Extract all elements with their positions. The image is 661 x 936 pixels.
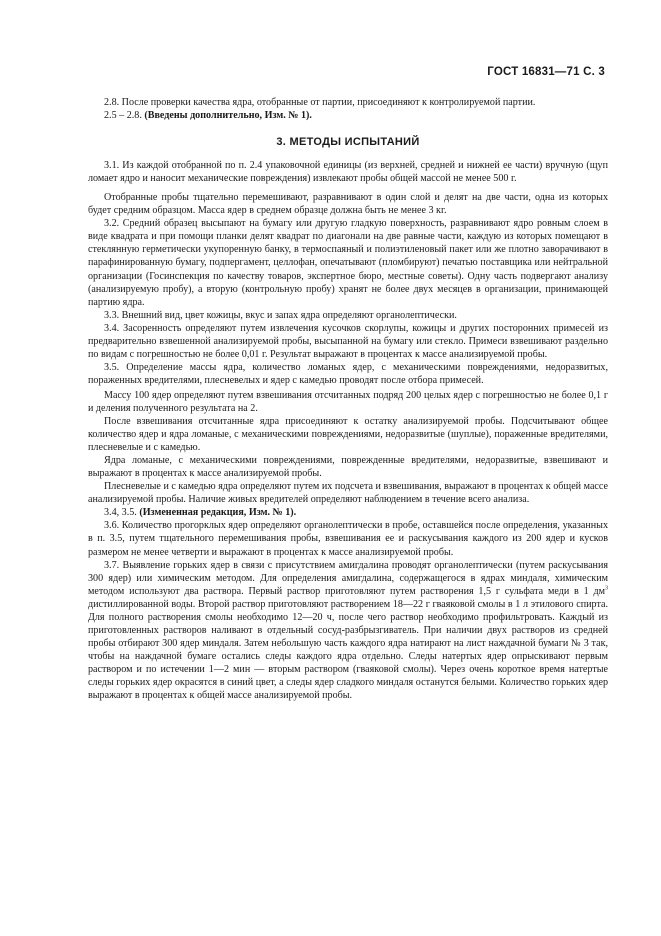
- document-body: [88, 96, 608, 702]
- paragraph-2-8: 2.8. После проверки качества ядра, отобранные от партии, присоединяют к контролируемой партии.: [104, 97, 536, 108]
- paragraph-3-7: 3.7. Выявление горьких ядер в связи с присутствием амигдалина проводят органолептически (путем раскусывания 300 ядер) или химическим методом. Для определения амигдалина, содержащегося в ядрах миндаля, химическим методом используют два раствора. Первый раствор приготовляют путем растворения 1,5 г сульфата меди в 1 $дм^3$ дистиллированной воды. Второй раствор приготовляют растворением 18—22 г гваяковой смолы в 1 л этилового спирта. Для полного растворения смолы необходимо 12—20 ч, после чего раствор необходимо профильтровать. Каждый из приготовленных растворов наливают в отдельный сосуд-разбрызгиватель. При наличии двух растворов из средней пробы отбирают 300 ядер миндаля. Затем небольшую часть каждого ядра натирают на лист наждачной бумаги № 3 так, чтобы на наждачной бумаге остались следы каждого ядра отдельно. Следы натертых ядер опрыскивают первым раствором и по истечении 1—2 мин — вторым раствором (гваяковой смолы). Через очень короткое время натертые следы горьких ядер окрасятся в синий цвет, а следы ядер сладкого миндаля останутся белыми. Количество горьких ядер выражают в процентах к общей массе анализируемой пробы.: [88, 559, 608, 702]
- paragraph-3-5-weigh: Ядра ломаные, с механическими повреждениями, поврежденные вредителями, недоразвитые, взвешивают и выражают в процентах к массе анализируемой пробы.: [88, 455, 608, 480]
- paragraph-3-4: 3.4. Засоренность определяют путем извлечения кусочков скорлупы, кожицы и других посторонних примесей из предварительно взвешенной анализируемой пробы, высыпанной на бумагу или стекло. Примеси взвешивают раздельно по видам с погрешностью не более 0,01 г. Результат выражают в процентах к массе анализируемой пробы.: [88, 322, 608, 360]
- page-header: ГОСТ 16831—71 С. 3: [487, 66, 605, 78]
- amendment-note-3-4: [88, 506, 608, 519]
- paragraph-3-6: 3.6. Количество прогорклых ядер определяют органолептически в пробе, оставшейся после определения, указанных в п. 3.5, путем тщательного перемешивания пробы, взвешивания ее и раскусывания каждого из 200 ядер и кусков размером не менее четверти и выражают в процентах к массе анализируемой пробы.: [88, 520, 608, 558]
- paragraph-3-1: 3.1. Из каждой отобранной по п. 2.4 упаковочной единицы (из верхней, средней и нижней ее части) вручную (щуп ломает ядро и наносит механические повреждения) извлекают пробы общей массой не менее 500 г.: [88, 160, 608, 185]
- amendment-text: (Введены дополнительно, Изм. № 1).: [144, 110, 312, 122]
- paragraph-3-5-count: После взвешивания отсчитанные ядра присоединяют к остатку анализируемой пробы. Подсчитывают общее количество ядер и ядра ломаные, с механическими повреждениями, недоразвитые (шуплые), пораженные вредителями, плесневелые и с камедью.: [88, 416, 608, 454]
- amendment-note-2-5: [88, 109, 608, 122]
- paragraph-3-5-mold: Плесневелые и с камедью ядра определяют путем их подсчета и взвешивания, выражают в процентах к общей массе анализируемой пробы. Наличие живых вредителей определяют наблюдением в течение всего анализа.: [88, 481, 608, 506]
- paragraph-3-1-cont: Отобранные пробы тщательно перемешивают, разравнивают в один слой и делят на две части, одна из которых будет средним образцом. Масса ядер в среднем образце должна быть не менее 3 кг.: [88, 192, 608, 217]
- paragraph-3-5: 3.5. Определение массы ядра, количество ломаных ядер, с механическими повреждениями, недоразвитых, пораженных вредителями, плесневелых и ядер с камедью проводят после отбора примесей.: [88, 361, 608, 386]
- paragraph-3-5-mass: Массу 100 ядер определяют путем взвешивания отсчитанных подряд 200 целых ядер с погрешностью не более 0,1 г и деления полученного результата на 2.: [88, 389, 608, 414]
- paragraph-3-2: 3.2. Средний образец высыпают на бумагу или другую гладкую поверхность, разравнивают ядро ровным слоем в виде квадрата и при помощи планки делят квадрат по диагонали на две равные части, каждую из которых помещают в стеклянную герметически укупоренную банку, в термоспаяный и полиэтиленовый пакет или же плотно заворачивают в парафинированную бумагу, подпергамент, целлофан, опечатывают (пломбируют) печатью поставщика или нейтральной организации (Госинспекция по качеству товаров, экспертное бюро, местные советы). Одну часть подвергают анализу (анализируемую пробу), а вторую (контрольную пробу) хранят не более двух месяцев в организации, принимающей партию ядра.: [88, 218, 608, 308]
- paragraph-3-3: 3.3. Внешний вид, цвет кожицы, вкус и запах ядра определяют органолептически.: [104, 309, 457, 321]
- amendment-ref: 2.5 – 2.8.: [104, 110, 145, 122]
- amendment-ref: 3.4, 3.5.: [104, 507, 140, 519]
- section-heading: 3. МЕТОДЫ ИСПЫТАНИЙ: [276, 136, 420, 149]
- amendment-text: (Измененная редакция, Изм. № 1).: [139, 507, 297, 519]
